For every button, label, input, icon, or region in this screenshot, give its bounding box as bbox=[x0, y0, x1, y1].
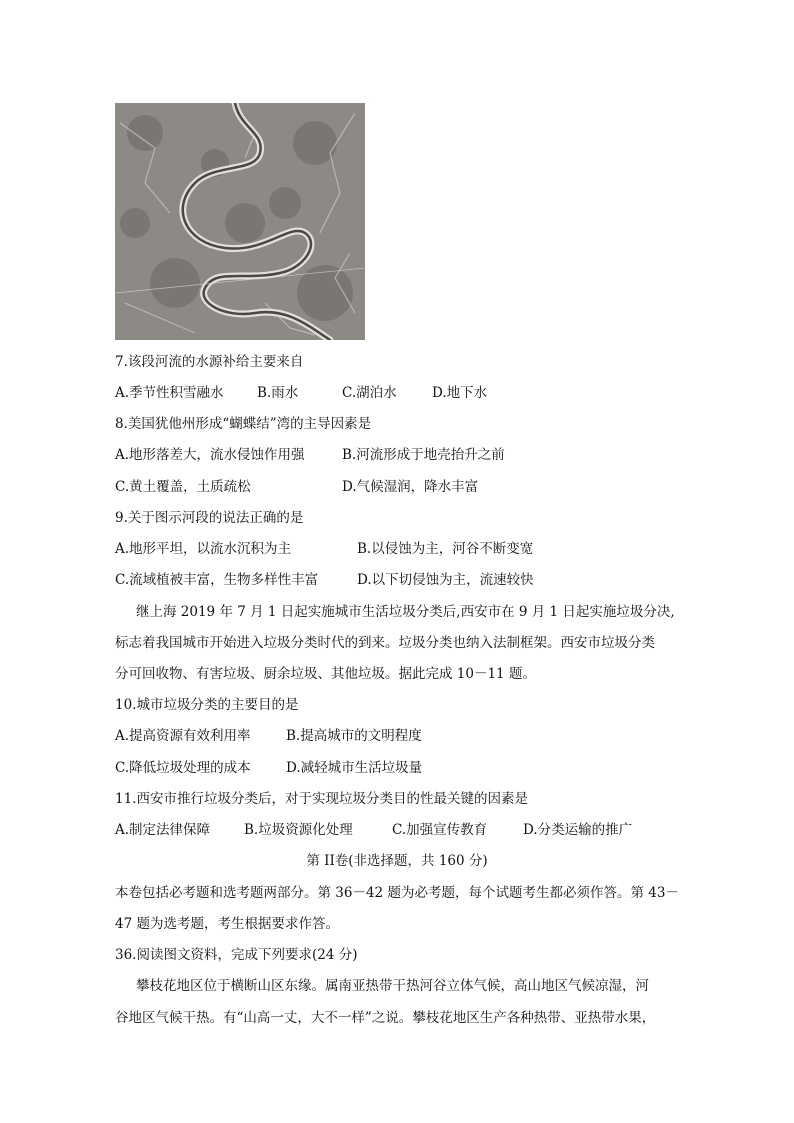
passage-line-2: 标志着我国城市开始进入垃圾分类时代的到来。垃圾分类也纳入法制框架。西安市垃圾分类 bbox=[115, 635, 655, 651]
passage-line-1: 继上海 2019 年 7 月 1 日起实施城市生活垃圾分类后,西安市在 9 月 1 日起实施垃圾分决, bbox=[136, 604, 675, 620]
question-7-stem: 7.该段河流的水源补给主要来自 bbox=[115, 354, 304, 370]
q8-option-d: D.气候湿润，降水丰富 bbox=[342, 479, 479, 495]
question-9-stem: 9.关于图示河段的说法正确的是 bbox=[115, 510, 304, 526]
q7-option-b: B.雨水 bbox=[257, 385, 299, 401]
q36-text-line-1: 攀枝花地区位于横断山区东缘。属南亚热带干热河谷立体气候，高山地区气候凉湿，河 bbox=[136, 978, 649, 994]
question-11-stem: 11.西安市推行垃圾分类后，对于实现垃圾分类目的性最关键的因素是 bbox=[115, 791, 528, 807]
river-meander-photo bbox=[115, 103, 365, 340]
part-2-desc-line-2: 47 题为选考题，考生根据要求作答。 bbox=[115, 916, 339, 932]
q10-option-b: B.提高城市的文明程度 bbox=[286, 728, 422, 744]
q8-option-c: C.黄土覆盖，土质疏松 bbox=[115, 479, 251, 495]
q7-option-d: D.地下水 bbox=[432, 385, 488, 401]
passage-line-3: 分可回收物、有害垃圾、厨余垃圾、其他垃圾。据此完成 10－11 题。 bbox=[115, 666, 536, 682]
q9-option-d: D.以下切侵蚀为主，流速较快 bbox=[357, 572, 534, 588]
river-meander-image bbox=[115, 103, 365, 340]
q11-option-c: C.加强宣传教育 bbox=[392, 822, 488, 838]
q7-option-a: A.季节性积雪融水 bbox=[115, 385, 224, 401]
part-2-desc-line-1: 本卷包括必考题和选考题两部分。第 36－42 题为必考题，每个试题考生都必须作答。第 43－ bbox=[115, 885, 679, 901]
q9-option-c: C.流域植被丰富，生物多样性丰富 bbox=[115, 572, 319, 588]
q9-option-b: B.以侵蚀为主，河谷不断变宽 bbox=[357, 541, 534, 557]
q11-option-a: A.制定法律保障 bbox=[115, 822, 211, 838]
q7-option-c: C.湖泊水 bbox=[342, 385, 397, 401]
q9-option-a: A.地形平坦，以流水沉积为主 bbox=[115, 541, 292, 557]
question-8-stem: 8.美国犹他州形成“蝴蝶结”湾的主导因素是 bbox=[115, 416, 372, 432]
q36-text-line-2: 谷地区气候干热。有“山高一丈，大不一样”之说。攀枝花地区生产各种热带、亚热带水果， bbox=[115, 1010, 656, 1026]
q8-option-b: B.河流形成于地壳抬升之前 bbox=[342, 447, 505, 463]
q8-option-a: A.地形落差大，流水侵蚀作用强 bbox=[115, 447, 305, 463]
q10-option-c: C.降低垃圾处理的成本 bbox=[115, 760, 251, 776]
q10-option-d: D.减轻城市生活垃圾量 bbox=[286, 760, 423, 776]
question-36-stem: 36.阅读图文资料，完成下列要求(24 分) bbox=[115, 947, 358, 963]
question-10-stem: 10.城市垃圾分类的主要目的是 bbox=[115, 697, 299, 713]
q11-option-b: B.垃圾资源化处理 bbox=[244, 822, 353, 838]
q10-option-a: A.提高资源有效利用率 bbox=[115, 728, 251, 744]
q11-option-d: D.分类运输的推广 bbox=[523, 822, 633, 838]
part-2-title: 第 II卷(非选择题，共 160 分) bbox=[306, 853, 488, 869]
